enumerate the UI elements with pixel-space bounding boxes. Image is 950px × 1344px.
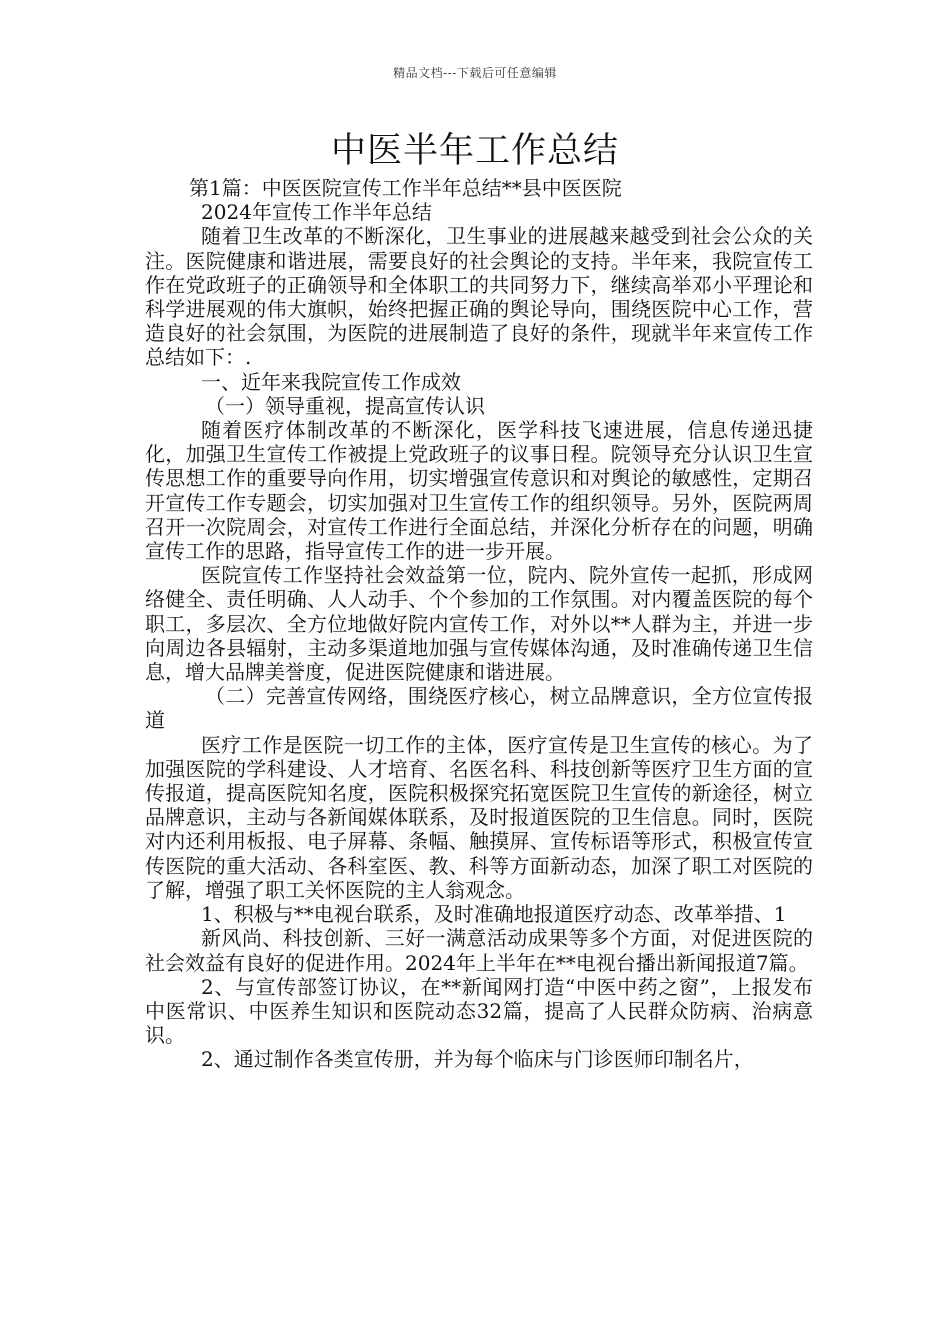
paragraph: 随着医疗体制改革的不断深化，医学科技飞速进展，信息传递迅捷化，加强卫生宣传工作被提上党政班子的议事日程。院领导充分认识卫生宣传思想工作的重要导向作用，切实增强宣传意识和对舆论的敏感性，定期召开宣传工作专题会，切实加强对卫生宣传工作的组织领导。另外，医院两周召开一次院周会，对宣传工作进行全面总结，并深化分析存在的问题，明确宣传工作的思路，指导宣传工作的进一步开展。 [145,418,813,564]
paragraph: 随着卫生改革的不断深化，卫生事业的进展越来越受到社会公众的关注。医院健康和谐进展，需要良好的社会舆论的支持。半年来，我院宣传工作在党政班子的正确领导和全体职工的共同努力下，继续高举邓小平理论和科学进展观的伟大旗帜，始终把握正确的舆论导向，围绕医院中心工作，营造良好的社会氛围，为医院的进展制造了良好的条件，现就半年来宣传工作总结如下：. [145,224,813,370]
list-item: 2、通过制作各类宣传册，并为每个临床与门诊医师印制名片， [201,1047,754,1072]
paragraph: 医疗工作是医院一切工作的主体，医疗宣传是卫生宣传的核心。为了加强医院的学科建设、人才培育、名医名科、科技创新等医疗卫生方面的宣传报道，提高医院知名度，医院积极探究拓宽医院卫生宣传的新途径，树立品牌意识，主动与各新闻媒体联系，及时报道医院的卫生信息。同时，医院对内还利用板报、电子屏幕、条幅、触摸屏、宣传标语等形式，积极宣传宣传医院的重大活动、各科室医、教、科等方面新动态，加深了职工对医院的了解，增强了职工关怀医院的主人翁观念。 [145,732,813,902]
paragraph: 新风尚、科技创新、三好一满意活动成果等多个方面，对促进医院的社会效益有良好的促进作用。2024年上半年在**电视台播出新闻报道7篇。 [145,926,813,975]
subsection-heading: （二）完善宣传网络，围绕医疗核心，树立品牌意识，全方位宣传报道 [145,684,813,733]
paragraph: 医院宣传工作坚持社会效益第一位，院内、院外宣传一起抓，形成网络健全、责任明确、人人动手、个个参加的工作氛围。对内覆盖医院的每个职工，多层次、全方位地做好院内宣传工作，对外以**人群为主，并进一步向周边各县辐射，主动多渠道地加强与宣传媒体沟通，及时准确传递卫生信息，增大品牌美誉度，促进医院健康和谐进展。 [145,563,813,685]
document-title: 中医半年工作总结 [330,131,619,171]
list-item: 2、与宣传部签订协议，在**新闻网打造“中医中药之窗”，上报发布中医常识、中医养生知识和医院动态32篇，提高了人民群众防病、治病意识。 [145,974,813,1048]
subsection-heading: （一）领导重视，提高宣传认识 [205,393,485,418]
subheading: 2024年宣传工作半年总结 [201,200,432,225]
page-header-note: 精品文档---下载后可任意编辑 [393,66,557,80]
chapter-heading: 第1篇：中医医院宣传工作半年总结**县中医医院 [189,176,622,200]
section-heading: 一、近年来我院宣传工作成效 [201,369,461,394]
document-body [145,176,813,1072]
list-item: 1、积极与**电视台联系，及时准确地报道医疗动态、改革举措、1 [201,902,787,927]
